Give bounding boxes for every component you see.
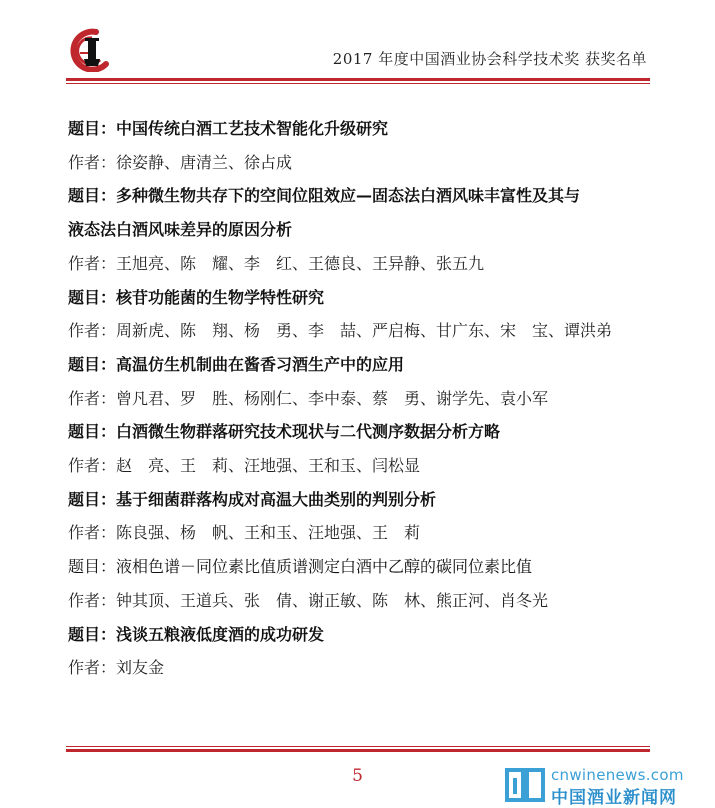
association-logo-icon <box>66 28 116 72</box>
entry-authors: 作者：陈良强、杨 帆、王和玉、汪地强、王 莉 <box>68 523 421 543</box>
footer-rule-thick <box>66 749 650 752</box>
entry-title: 题目：基于细菌群落构成对高温大曲类别的判别分析 <box>68 489 437 509</box>
entry-title: 题目：白酒微生物群落研究技术现状与二代测序数据分析方略 <box>68 422 501 442</box>
entry-title: 题目：核苷功能菌的生物学特性研究 <box>68 287 325 307</box>
entry-authors: 作者：王旭亮、陈 耀、李 红、王德良、王异静、张五九 <box>68 253 485 273</box>
entry-title: 题目：中国传统白酒工艺技术智能化升级研究 <box>68 119 389 138</box>
header-rule-thick <box>66 78 650 81</box>
page-number: 5 <box>352 766 363 786</box>
entry-authors: 作者：刘友金 <box>68 658 165 678</box>
entry-authors: 作者：周新虎、陈 翔、杨 勇、李 喆、严启梅、甘广东、宋 宝、谭洪弟 <box>68 321 613 341</box>
entry-authors: 作者：赵 亮、王 莉、汪地强、王和玉、闫松显 <box>68 456 421 476</box>
header-title: 2017 年度中国酒业协会科学技术奖 获奖名单 <box>332 50 647 68</box>
entry-authors: 作者：曾凡君、罗 胜、杨刚仁、李中泰、蔡 勇、谢学先、袁小军 <box>68 388 549 408</box>
header-rule-thin <box>66 83 650 84</box>
entry-title: 题目：高温仿生机制曲在酱香习酒生产中的应用 <box>68 354 405 374</box>
entry-title-continued: 液态法白酒风味差异的原因分析 <box>68 220 293 240</box>
watermark-name: 中国酒业新闻网 <box>551 788 677 808</box>
entry-title: 题目：浅谈五粮液低度酒的成功研发 <box>68 624 325 644</box>
award-list <box>68 112 658 685</box>
footer-rule-thin <box>66 746 650 747</box>
entry-authors: 作者：徐姿静、唐清兰、徐占成 <box>68 152 293 172</box>
entry-title: 题目：液相色谱－同位素比值质谱测定白酒中乙醇的碳同位素比值 <box>68 557 533 577</box>
entry-authors: 作者：钟其顶、王道兵、张 倩、谢正敏、陈 林、熊正河、肖冬光 <box>68 590 549 610</box>
watermark-domain: cnwinenews.com <box>551 766 684 784</box>
wine-news-logo-icon <box>505 768 545 804</box>
watermark <box>505 766 705 806</box>
entry-title: 题目：多种微生物共存下的空间位阻效应—固态法白酒风味丰富性及其与 <box>68 186 581 206</box>
